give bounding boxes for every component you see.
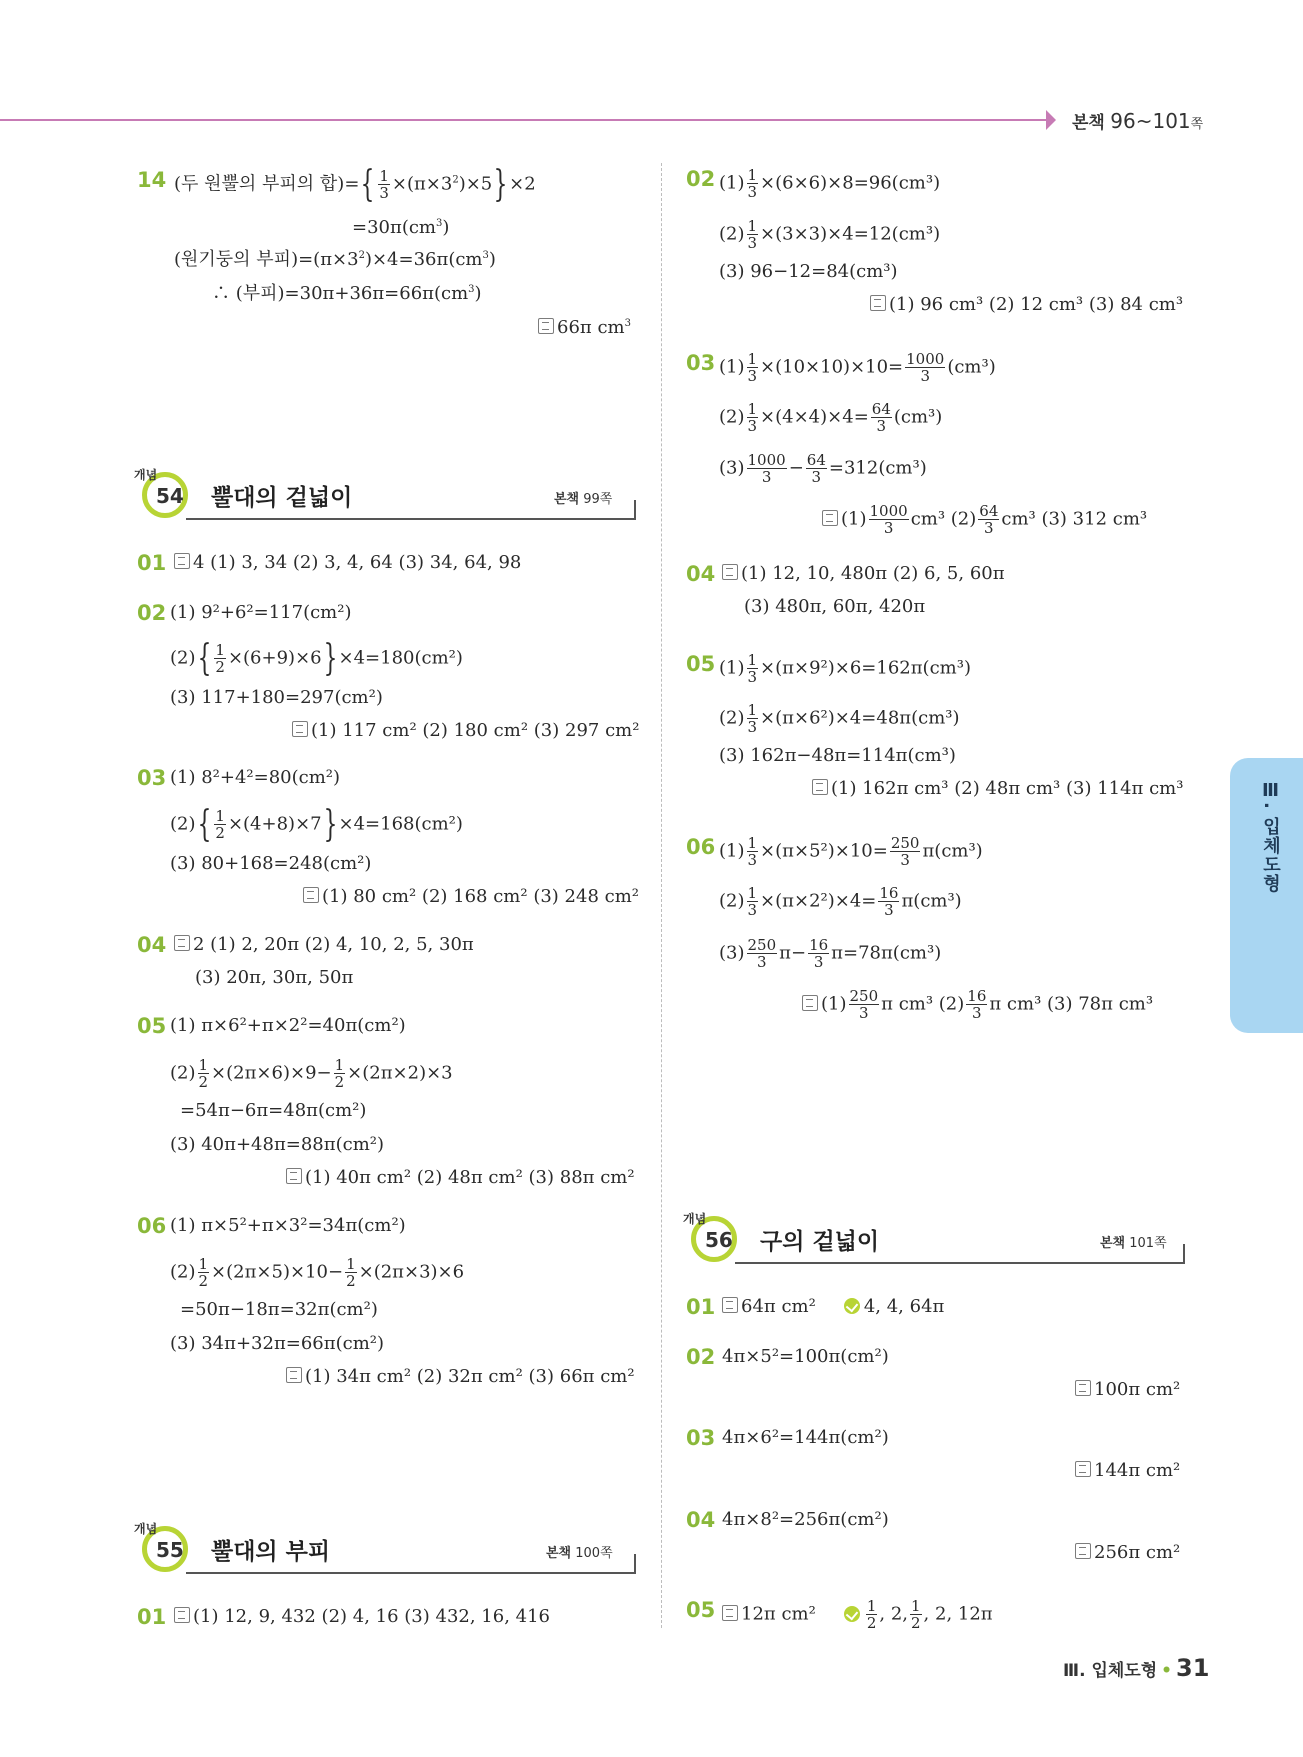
- check-icon: [844, 1298, 860, 1314]
- question-number: 01: [137, 1605, 167, 1629]
- answer-icon: [722, 1297, 738, 1313]
- concept-badge: 개념 54: [136, 466, 194, 524]
- section-header-55: [136, 1520, 636, 1578]
- footer-chapter: Ⅲ. 입체도형: [1063, 1661, 1158, 1681]
- s54-q04-line-1: 2 (1) 2, 20π (2) 4, 10, 2, 5, 30π: [174, 933, 474, 957]
- header-rule: [0, 119, 1050, 121]
- chapter-side-tab-label: Ⅲ. 입체도형: [1260, 780, 1281, 894]
- q14-line-2: $=30\pi(cm^3)$: [352, 217, 450, 238]
- fraction: $\frac{1}{2}$: [334, 1056, 345, 1091]
- r-q03-line-2: (2) $\frac{1}{3}$ ×(4×4)×4= $\frac{64}{3}$ (cm³): [719, 400, 943, 435]
- s54-q06-line-4: (3) 34π+32π=66π(cm²): [170, 1333, 384, 1354]
- fraction: $\frac{1}{2}$: [215, 641, 225, 676]
- answer-icon: [538, 318, 554, 334]
- s54-q02-line-2: (2){ $\frac{1}{2}$ ×(6+9)×6}×4=180(cm²): [170, 637, 463, 679]
- fraction: $\frac{64}{3}$: [871, 400, 891, 435]
- question-number: 14: [137, 168, 167, 192]
- s54-q05-line-1: (1) π×6²+π×2²=40π(cm²): [170, 1015, 406, 1036]
- header-arrow-icon: [1046, 110, 1056, 130]
- question-number: 06: [686, 835, 716, 859]
- answer-icon: [174, 1607, 190, 1623]
- fraction: $\frac{250}{3}$: [849, 987, 879, 1022]
- answer-icon: [286, 1367, 302, 1383]
- question-number: 01: [686, 1295, 716, 1319]
- question-number: 05: [686, 1598, 716, 1622]
- section-header-56: [685, 1210, 1185, 1268]
- s54-q05-line-4: (3) 40π+48π=88π(cm²): [170, 1134, 384, 1155]
- r-q02-line-2: (2) $\frac{1}{3}$ ×(3×3)×4=12(cm³): [719, 217, 941, 252]
- s55-q01-answer: (1) 12, 9, 432 (2) 4, 16 (3) 432, 16, 416: [174, 1605, 550, 1629]
- s54-q05-line-2: (2) $\frac{1}{2}$ ×(2π×6)×9− $\frac{1}{2}$ ×(2π×2)×3: [170, 1056, 453, 1091]
- answer: 256π cm²: [1075, 1541, 1180, 1565]
- answer-icon: [1075, 1461, 1091, 1477]
- answer-icon: [174, 935, 190, 951]
- answer: (1) $\frac{250}{3}$ π cm³ (2) $\frac{16}{3}$ π cm³ (3) 78π cm³: [802, 988, 1153, 1021]
- page-footer: Ⅲ. 입체도형 • 31: [1063, 1654, 1210, 1682]
- s54-q06-line-3: =50π−18π=32π(cm²): [180, 1299, 378, 1320]
- s54-q01-answer: 4 (1) 3, 34 (2) 3, 4, 64 (3) 34, 64, 98: [174, 551, 521, 575]
- section-header-54: [136, 466, 636, 524]
- answer-icon: [174, 553, 190, 569]
- question-number: 02: [137, 601, 167, 625]
- r-q06-line-3: (3) $\frac{250}{3}$ π− $\frac{16}{3}$ π=78π(cm³): [719, 936, 942, 971]
- fraction: $\frac{250}{3}$: [890, 834, 920, 869]
- fraction: $\frac{1000}{3}$: [747, 451, 786, 486]
- question-number: 02: [686, 167, 716, 191]
- r-q05-line-3: (3) 162π−48π=114π(cm³): [719, 745, 956, 766]
- question-number: 04: [686, 1508, 716, 1532]
- answer: 100π cm²: [1075, 1378, 1180, 1402]
- answer: (1) 40π cm² (2) 48π cm² (3) 88π cm²: [286, 1166, 635, 1190]
- fraction: $\frac{1}{3}$: [747, 400, 758, 435]
- r-q04-line-2: (3) 480π, 60π, 420π: [744, 596, 926, 617]
- s54-q06-line-2: (2) $\frac{1}{2}$ ×(2π×5)×10− $\frac{1}{2}$ ×(2π×3)×6: [170, 1255, 465, 1290]
- r-q03-line-3: (3) $\frac{1000}{3}$ − $\frac{64}{3}$ =312(cm³): [719, 451, 927, 486]
- question-number: 06: [137, 1214, 167, 1238]
- section-title: 뿔대의 부피: [211, 1539, 331, 1565]
- question-number: 04: [686, 562, 716, 586]
- question-number: 05: [137, 1014, 167, 1038]
- s56-q02-line-1: 4π×5²=100π(cm²): [722, 1346, 889, 1367]
- q14-line-4: ∴ (부피)$=30\pi+36\pi=66\pi(cm^3)$: [212, 283, 482, 304]
- page-number: 31: [1176, 1654, 1210, 1682]
- s54-q03-line-1: (1) 8²+4²=80(cm²): [170, 767, 341, 788]
- answer: (1) 96 cm³ (2) 12 cm³ (3) 84 cm³: [870, 293, 1183, 317]
- answer: (1) 162π cm³ (2) 48π cm³ (3) 114π cm³: [812, 777, 1183, 801]
- answer-icon: [1075, 1380, 1091, 1396]
- answer-icon: [303, 887, 319, 903]
- section-page-reference: 본책 99쪽: [554, 492, 613, 507]
- section-page-reference: 본책 101쪽: [1100, 1236, 1167, 1251]
- s54-q03-line-2: (2){ $\frac{1}{2}$ ×(4+8)×7}×4=168(cm²): [170, 803, 463, 845]
- s54-q02-line-3: (3) 117+180=297(cm²): [170, 687, 383, 708]
- answer: 66π $cm^3$: [538, 312, 631, 340]
- fraction: $\frac{1}{2}$: [198, 1255, 209, 1290]
- question-number: 03: [686, 351, 716, 375]
- answer: (1) 80 cm² (2) 168 cm² (3) 248 cm²: [303, 885, 639, 909]
- column-divider: [661, 163, 662, 1628]
- fraction: $\frac{1}{3}$: [747, 701, 758, 736]
- s54-q02-line-1: (1) 9²+6²=117(cm²): [170, 602, 352, 623]
- s56-q04-line-1: 4π×8²=256π(cm²): [722, 1509, 889, 1530]
- fraction: $\frac{1000}{3}$: [869, 502, 908, 537]
- r-q02-line-3: (3) 96−12=84(cm³): [719, 261, 898, 282]
- q14-line-1: (두 원뿔의 부피의 합)={ $\frac{1}{3}$ $\times(\pi\times 3^2)\times 5\}\times 2$: [174, 163, 536, 205]
- fraction: $\frac{1}{3}$: [747, 217, 758, 252]
- fraction: $\frac{1}{2}$: [198, 1056, 209, 1091]
- s54-q05-line-3: =54π−6π=48π(cm²): [180, 1100, 367, 1121]
- question-number: 03: [686, 1426, 716, 1450]
- s56-q01-answer: 64π cm² 4, 4, 64π: [722, 1295, 944, 1319]
- question-number: 01: [137, 551, 167, 575]
- question-number: 02: [686, 1345, 716, 1369]
- s54-q06-line-1: (1) π×5²+π×3²=34π(cm²): [170, 1215, 406, 1236]
- fraction: $\frac{1}{2}$: [346, 1255, 356, 1290]
- r-q05-line-2: (2) $\frac{1}{3}$ ×(π×6²)×4=48π(cm³): [719, 701, 960, 736]
- s54-q03-line-3: (3) 80+168=248(cm²): [170, 853, 372, 874]
- fraction: $\frac{16}{3}$: [879, 884, 899, 919]
- section-title: 뿔대의 겉넓이: [211, 485, 353, 511]
- fraction: $\frac{16}{3}$: [809, 936, 829, 971]
- concept-badge: 개념 56: [685, 1210, 743, 1268]
- answer-icon: [292, 721, 308, 737]
- check-icon: [844, 1606, 860, 1622]
- fraction: $\frac{64}{3}$: [979, 502, 999, 537]
- s54-q04-line-2: (3) 20π, 30π, 50π: [195, 967, 354, 988]
- fraction: $\frac{64}{3}$: [806, 451, 826, 486]
- answer: 144π cm²: [1075, 1459, 1180, 1483]
- r-q03-line-1: (1) $\frac{1}{3}$ ×(10×10)×10= $\frac{1000}{3}$ (cm³): [719, 350, 996, 385]
- fraction: $\frac{1}{3}$: [747, 651, 758, 686]
- r-q05-line-1: (1) $\frac{1}{3}$ ×(π×9²)×6=162π(cm³): [719, 651, 971, 686]
- r-q02-line-1: (1) $\frac{1}{3}$ ×(6×6)×8=96(cm³): [719, 166, 941, 201]
- fraction: $\frac{1000}{3}$: [906, 350, 945, 385]
- fraction: $\frac{250}{3}$: [747, 936, 777, 971]
- s56-q05-answer: 12π cm² $\frac{1}{2}$ , 2, $\frac{1}{2}$ , 2, 12π: [722, 1598, 993, 1631]
- answer-icon: [822, 510, 838, 526]
- question-number: 05: [686, 652, 716, 676]
- r-q04-line-1: (1) 12, 10, 480π (2) 6, 5, 60π: [722, 562, 1005, 586]
- answer-icon: [870, 295, 886, 311]
- r-q06-line-1: (1) $\frac{1}{3}$ ×(π×5²)×10= $\frac{250}{3}$ π(cm³): [719, 834, 983, 869]
- fraction: $\frac{16}{3}$: [967, 987, 987, 1022]
- fraction: $\frac{1}{3}$: [747, 884, 758, 919]
- concept-badge: 개념 55: [136, 1520, 194, 1578]
- answer: (1) $\frac{1000}{3}$ cm³ (2) $\frac{64}{3}$ cm³ (3) 312 cm³: [822, 503, 1147, 536]
- answer-icon: [722, 1605, 738, 1621]
- fraction: $\frac{1}{3}$: [379, 167, 389, 202]
- fraction: $\frac{1}{3}$: [747, 166, 758, 201]
- answer-icon: [802, 995, 818, 1011]
- section-page-reference: 본책 100쪽: [546, 1546, 613, 1561]
- fraction: $\frac{1}{2}$: [866, 1597, 877, 1632]
- s56-q03-line-1: 4π×6²=144π(cm²): [722, 1427, 889, 1448]
- header-page-reference: 본책 96~101쪽: [1072, 109, 1204, 133]
- answer-icon: [812, 779, 828, 795]
- answer-icon: [722, 564, 738, 580]
- section-title: 구의 겉넓이: [760, 1229, 880, 1255]
- fraction: $\frac{1}{3}$: [747, 834, 758, 869]
- answer: (1) 34π cm² (2) 32π cm² (3) 66π cm²: [286, 1365, 635, 1389]
- answer: (1) 117 cm² (2) 180 cm² (3) 297 cm²: [292, 719, 639, 743]
- fraction: $\frac{1}{2}$: [215, 807, 225, 842]
- fraction: $\frac{1}{3}$: [747, 350, 758, 385]
- r-q06-line-2: (2) $\frac{1}{3}$ ×(π×2²)×4= $\frac{16}{3}$ π(cm³): [719, 884, 962, 919]
- question-number: 04: [137, 933, 167, 957]
- q14-line-3: (원기둥의 부피)$=(\pi\times 3^2)\times 4=36\pi(cm^3)$: [174, 249, 496, 270]
- fraction: $\frac{1}{2}$: [911, 1597, 921, 1632]
- answer-icon: [1075, 1543, 1091, 1559]
- question-number: 03: [137, 766, 167, 790]
- answer-icon: [286, 1168, 302, 1184]
